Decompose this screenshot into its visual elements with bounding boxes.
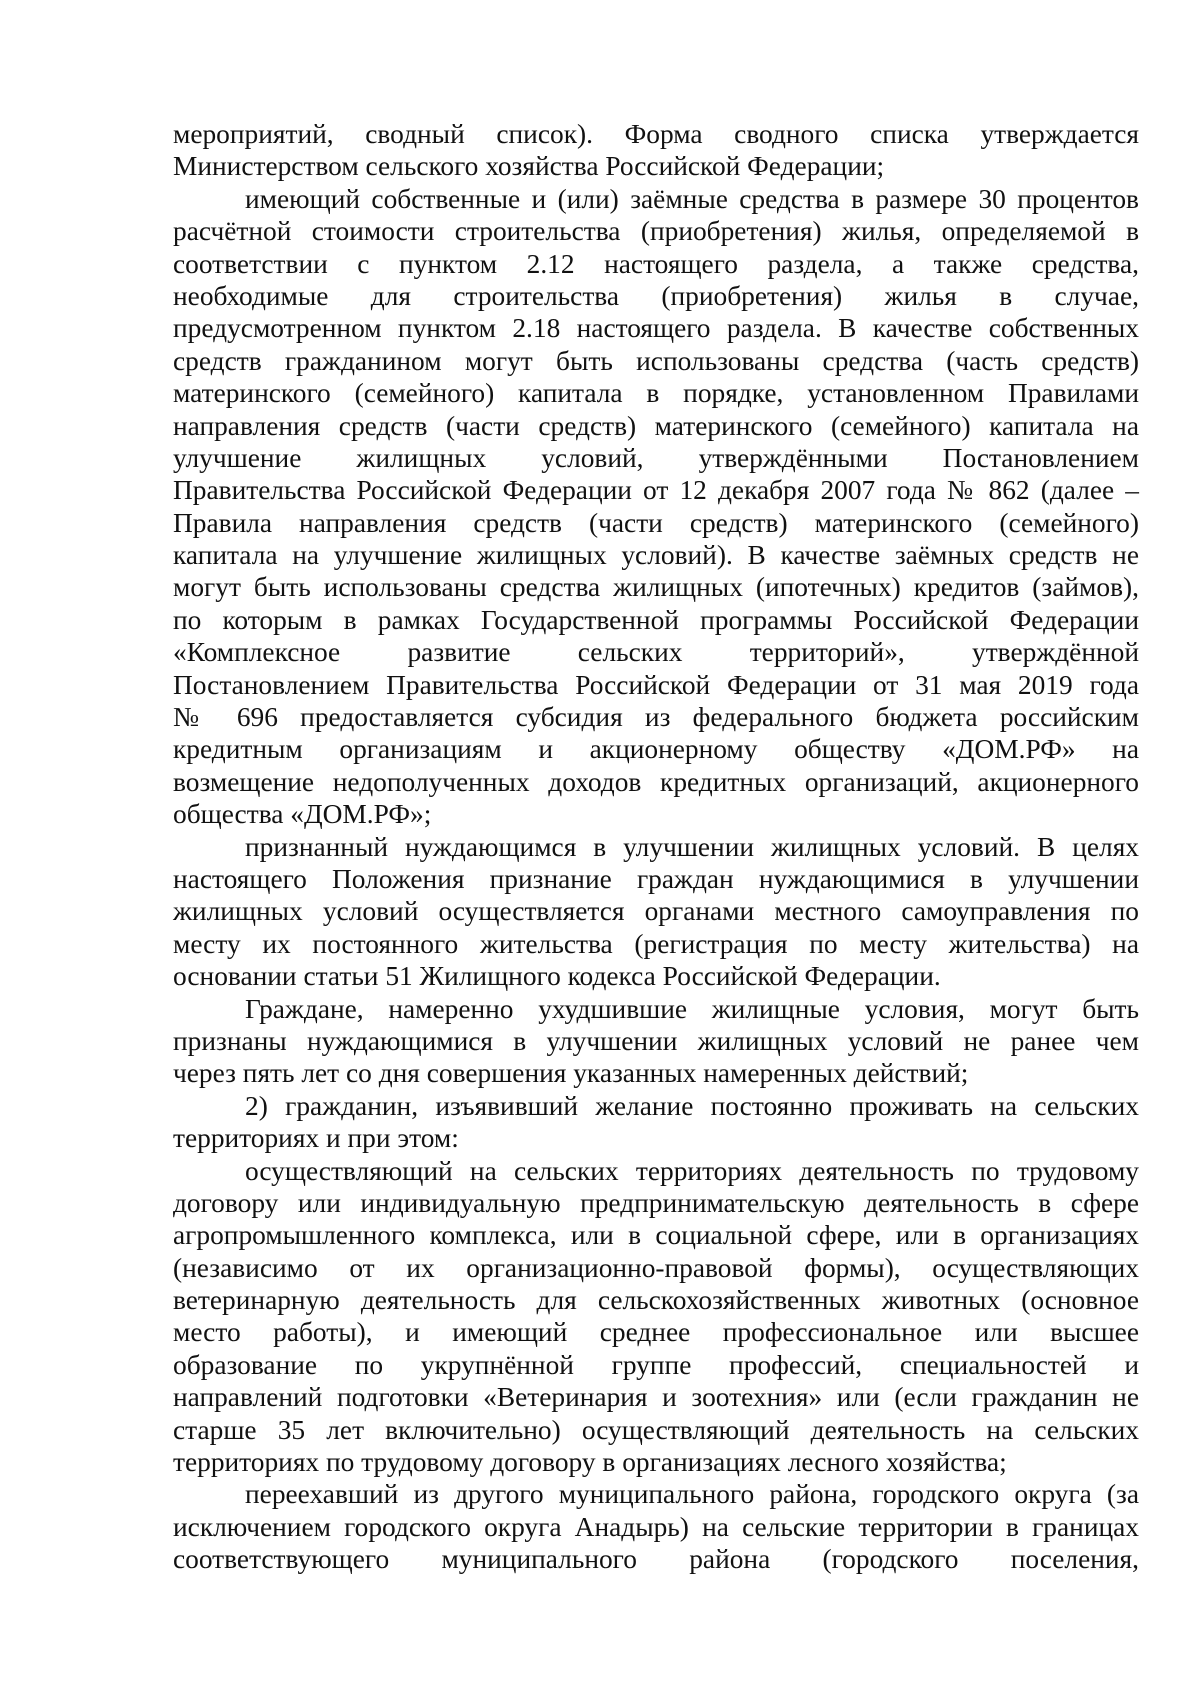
text-line: соответствии с пунктом 2.12 настоящего раздела, а также средства,	[173, 248, 1139, 279]
text-line: № 696 предоставляется субсидия из федерального бюджета российским	[173, 702, 1139, 733]
text-line: могут быть использованы средства жилищных (ипотечных) кредитов (займов),	[173, 572, 1139, 603]
text-line: (независимо от их организационно-правовой формы), осуществляющих	[173, 1252, 1139, 1283]
text-line: Правительства Российской Федерации от 12 декабря 2007 года № 862 (далее –	[173, 475, 1139, 506]
text-line: 2) гражданин, изъявивший желание постоянно проживать на сельских	[245, 1090, 1139, 1121]
text-line: средств гражданином могут быть использованы средства (часть средств)	[173, 345, 1139, 376]
text-line: Правила направления средств (части средств) материнского (семейного)	[173, 507, 1139, 538]
text-line: признаны нуждающимися в улучшении жилищных условий не ранее чем	[173, 1025, 1139, 1056]
text-line: месту их постоянного жительства (регистрация по месту жительства) на	[173, 928, 1139, 959]
text-line: материнского (семейного) капитала в порядке, установленном Правилами	[173, 378, 1139, 409]
text-line: предусмотренном пунктом 2.18 настоящего раздела. В качестве собственных	[173, 313, 1139, 344]
text-line: переехавший из другого муниципального района, городского округа (за	[245, 1479, 1139, 1510]
text-line: улучшение жилищных условий, утверждёнными Постановлением	[173, 442, 1139, 473]
text-line: жилищных условий осуществляется органами местного самоуправления по	[173, 896, 1139, 927]
text-line: образование по укрупнённой группе профессий, специальностей и	[173, 1349, 1139, 1380]
text-line: Граждане, намеренно ухудшившие жилищные условия, могут быть	[245, 993, 1139, 1024]
text-line: территориях и при этом:	[173, 1123, 459, 1154]
text-line: возмещение недополученных доходов кредитных организаций, акционерного	[173, 766, 1139, 797]
text-line: по которым в рамках Государственной программы Российской Федерации	[173, 604, 1139, 635]
text-line: агропромышленного комплекса, или в социальной сфере, или в организациях	[173, 1220, 1139, 1251]
text-line: старше 35 лет включительно) осуществляющий деятельность на сельских	[173, 1414, 1139, 1445]
text-line: договору или индивидуальную предпринимательскую деятельность в сфере	[173, 1187, 1139, 1218]
text-line: ветеринарную деятельность для сельскохозяйственных животных (основное	[173, 1285, 1139, 1316]
text-line: исключением городского округа Анадырь) на сельские территории в границах	[173, 1511, 1139, 1542]
text-line: основании статьи 51 Жилищного кодекса Российской Федерации.	[173, 961, 941, 992]
text-line: соответствующего муниципального района (городского поселения,	[173, 1544, 1139, 1575]
text-line: «Комплексное развитие сельских территорий», утверждённой	[173, 637, 1139, 668]
text-line: имеющий собственные и (или) заёмные средства в размере 30 процентов	[245, 183, 1139, 214]
text-line: направления средств (части средств) материнского (семейного) капитала на	[173, 410, 1139, 441]
text-line: через пять лет со дня совершения указанных намеренных действий;	[173, 1058, 969, 1089]
text-line: направлений подготовки «Ветеринария и зоотехния» или (если гражданин не	[173, 1382, 1139, 1413]
text-line: капитала на улучшение жилищных условий). В качестве заёмных средств не	[173, 540, 1139, 571]
text-line: осуществляющий на сельских территориях деятельность по трудовому	[245, 1155, 1139, 1186]
document-page	[173, 118, 1139, 1576]
text-line: Постановлением Правительства Российской Федерации от 31 мая 2019 года	[173, 669, 1139, 700]
text-line: Министерством сельского хозяйства Российской Федерации;	[173, 151, 885, 182]
text-line: место работы), и имеющий среднее профессиональное или высшее	[173, 1317, 1139, 1348]
text-line: мероприятий, сводный список). Форма сводного списка утверждается	[173, 119, 1139, 149]
text-line: кредитным организациям и акционерному обществу «ДОМ.РФ» на	[173, 734, 1139, 765]
text-line: признанный нуждающимся в улучшении жилищных условий. В целях	[245, 831, 1139, 862]
text-line: необходимые для строительства (приобретения) жилья в случае,	[173, 280, 1139, 311]
text-line: общества «ДОМ.РФ»;	[173, 799, 432, 830]
text-line: территориях по трудовому договору в организациях лесного хозяйства;	[173, 1447, 1007, 1478]
text-line: настоящего Положения признание граждан нуждающимися в улучшении	[173, 863, 1139, 894]
text-line: расчётной стоимости строительства (приобретения) жилья, определяемой в	[173, 216, 1139, 247]
